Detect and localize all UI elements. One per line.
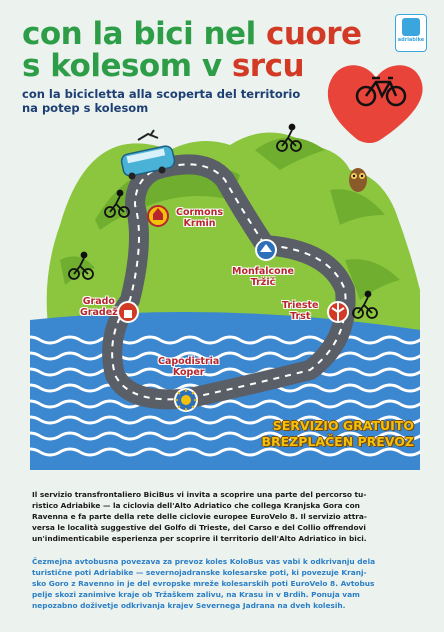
description-slovenian: Čezmejna avtobusna povezava za prevoz koles KoloBus vas vabi k odkrivanju dela turistične poti Adriabike — severnojadranske kolesarske poti, ki povezuje Kranj- sko Goro z Ravenno in je del evropske mreže kolesarskih poti EuroVelo 8. Avtobus pelje skozi zanimive kraje ob Tržaškem zalivu, na Krasu in v Brdih. Ponuja vam nepozabno doživetje odkrivanja krajev Severnega Jadrana na dveh kolesih. <box>32 557 376 610</box>
sun-crest-icon <box>175 389 197 411</box>
free-service-badge: SERVIZIO GRATUITO BREZPLAČEN PREVOZ <box>261 418 414 449</box>
place-label-trieste: Trieste Trst <box>282 300 319 322</box>
bicycle-in-heart-icon <box>328 65 423 143</box>
place-label-monfalcone: Monfalcone Tržič <box>232 266 294 288</box>
description-italian: Il servizio transfrontaliero BiciBus vi invita a scoprire una parte del percorso tu- ristico Adriabike — la ciclovia dell'Alto Adriatico che collega Kranjska Gora con Ravenna e fa parte della rete delle ciclovie europee EuroVelo 8. Il servizio attra- versa le località suggestive del Golfo di Trieste, del Carso e del Collio offrendovi un'indimenticabile esperienza per scoprire il territorio dell'Alto Adriatico in bici. <box>32 490 367 543</box>
place-label-cormons: Cormons Krmin <box>176 207 224 229</box>
title-line-it: con la bici nel cuore <box>22 16 362 52</box>
city-crest-icon <box>148 206 168 226</box>
owl-icon <box>349 168 367 192</box>
place-label-grado: Grado Gradež <box>80 296 118 318</box>
adriabike-logo: adriabike <box>395 14 427 52</box>
city-crest-icon <box>328 302 348 322</box>
subtitle-it: con la bicicletta alla scoperta del territorio <box>22 87 301 101</box>
subtitle-sl: na potep s kolesom <box>22 101 149 115</box>
city-crest-icon <box>118 302 138 322</box>
title-line-sl: s kolesom v srcu <box>22 48 305 84</box>
city-crest-icon <box>256 240 276 260</box>
place-label-capodistria: Capodistria Koper <box>158 356 220 378</box>
